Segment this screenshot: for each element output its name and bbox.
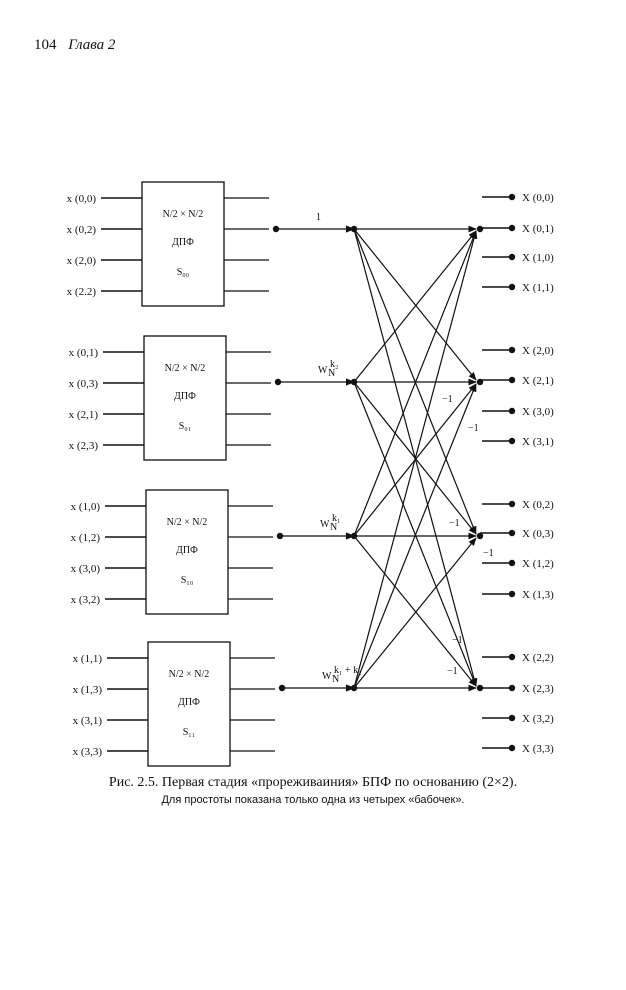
twiddle-sub: N	[332, 674, 340, 685]
input-label: x (0,1)	[68, 347, 98, 359]
butterfly-edge	[354, 231, 476, 382]
dft-block-size: N/2 × N/2	[166, 517, 208, 528]
twiddle-sup: k₁	[332, 513, 341, 524]
minus-one-label: −1	[452, 635, 463, 646]
dft-block-name: ДПФ	[178, 697, 200, 708]
output-label: X (2,2)	[522, 652, 554, 664]
output-dot	[509, 560, 515, 566]
dft-block-2	[71, 490, 358, 614]
twiddle-sup: k₁ + k₂	[334, 665, 362, 676]
input-label: x (1,0)	[70, 501, 100, 513]
dft-block-sub: S₁₁	[182, 727, 196, 738]
figure-caption-note: Для простоты показана только одна из четырех «бабочек».	[161, 794, 465, 806]
output-dot	[509, 530, 515, 536]
dft-block-3	[73, 642, 358, 766]
input-label: x (0,0)	[66, 193, 96, 205]
output-label: X (1,3)	[522, 589, 554, 601]
dft-block-name: ДПФ	[174, 391, 196, 402]
input-label: x (2,1)	[68, 409, 98, 421]
dft-block-size: N/2 × N/2	[168, 669, 210, 680]
minus-one-label: −1	[468, 423, 479, 434]
input-label: x (0,2)	[66, 224, 96, 236]
twiddle-label: W	[320, 519, 330, 530]
dft-block-sub: S₀₁	[178, 421, 192, 432]
input-label: x (3,2)	[70, 594, 100, 606]
output-label: X (3,0)	[522, 406, 554, 418]
input-label: x (3,0)	[70, 563, 100, 575]
twiddle-sub: N	[330, 522, 338, 533]
butterfly-edge	[354, 536, 476, 686]
butterfly-edge	[354, 231, 476, 536]
butterfly-edge	[354, 229, 476, 380]
input-label: x (0,3)	[68, 378, 98, 390]
input-label: x (2,0)	[66, 255, 96, 267]
output-dot	[509, 501, 515, 507]
input-label: x (2.2)	[66, 286, 96, 298]
output-label: X (2,1)	[522, 375, 554, 387]
output-dot	[509, 438, 515, 444]
twiddle-sub: N	[328, 368, 336, 379]
dft-blocks	[67, 182, 358, 766]
input-label: x (1,3)	[72, 684, 102, 696]
output-dot	[509, 194, 515, 200]
minus-one-label: −1	[442, 394, 453, 405]
annotations	[316, 212, 494, 685]
output-label: X (1,2)	[522, 558, 554, 570]
output-label: X (1,1)	[522, 282, 554, 294]
output-dot	[509, 591, 515, 597]
dft-block-sub: S₁₀	[180, 575, 194, 586]
input-label: x (1,1)	[72, 653, 102, 665]
twiddle-label: W	[322, 671, 332, 682]
output-label: X (1,0)	[522, 252, 554, 264]
figure-caption: Рис. 2.5. Первая стадия «прореживаиния» БПФ по основанию (2×2).	[108, 775, 518, 790]
output-dot	[509, 745, 515, 751]
output-label: X (2,0)	[522, 345, 554, 357]
output-label: X (2,3)	[522, 683, 554, 695]
output-label: X (0,3)	[522, 528, 554, 540]
input-label: x (3,3)	[72, 746, 102, 758]
output-dot	[509, 715, 515, 721]
output-label: X (3,1)	[522, 436, 554, 448]
output-dot	[509, 654, 515, 660]
output-column	[480, 192, 554, 755]
butterfly-node-right	[477, 226, 483, 232]
dft-block-sub: S₀₀	[176, 267, 190, 278]
output-dot	[509, 347, 515, 353]
dft-block-size: N/2 × N/2	[162, 209, 204, 220]
output-label: X (3,3)	[522, 743, 554, 755]
butterfly-node-right	[477, 533, 483, 539]
dft-block-size: N/2 × N/2	[164, 363, 206, 374]
output-dot	[509, 254, 515, 260]
output-dot	[509, 284, 515, 290]
butterfly-edge	[354, 538, 476, 688]
output-dot	[509, 377, 515, 383]
dft-block-name: ДПФ	[172, 237, 194, 248]
output-dot	[509, 685, 515, 691]
minus-one-label: −1	[447, 666, 458, 677]
output-label: X (0,0)	[522, 192, 554, 204]
output-dot	[509, 408, 515, 414]
input-label: x (1,2)	[70, 532, 100, 544]
twiddle-sup: k₂	[330, 359, 339, 370]
input-label: x (3,1)	[72, 715, 102, 727]
butterfly-wires	[354, 226, 483, 691]
page-number: 104	[34, 37, 57, 53]
chapter-title: Глава 2	[68, 37, 116, 53]
dft-block-name: ДПФ	[176, 545, 198, 556]
output-label: X (0,2)	[522, 499, 554, 511]
output-label: X (3,2)	[522, 713, 554, 725]
minus-one-label: −1	[449, 518, 460, 529]
twiddle-label: W	[318, 365, 328, 376]
input-label: x (2,3)	[68, 440, 98, 452]
output-label: X (0,1)	[522, 223, 554, 235]
minus-one-label: −1	[483, 548, 494, 559]
twiddle-label: 1	[316, 212, 321, 223]
dft-block-0	[67, 182, 358, 306]
dft-block-1	[69, 336, 358, 460]
output-dot	[509, 225, 515, 231]
